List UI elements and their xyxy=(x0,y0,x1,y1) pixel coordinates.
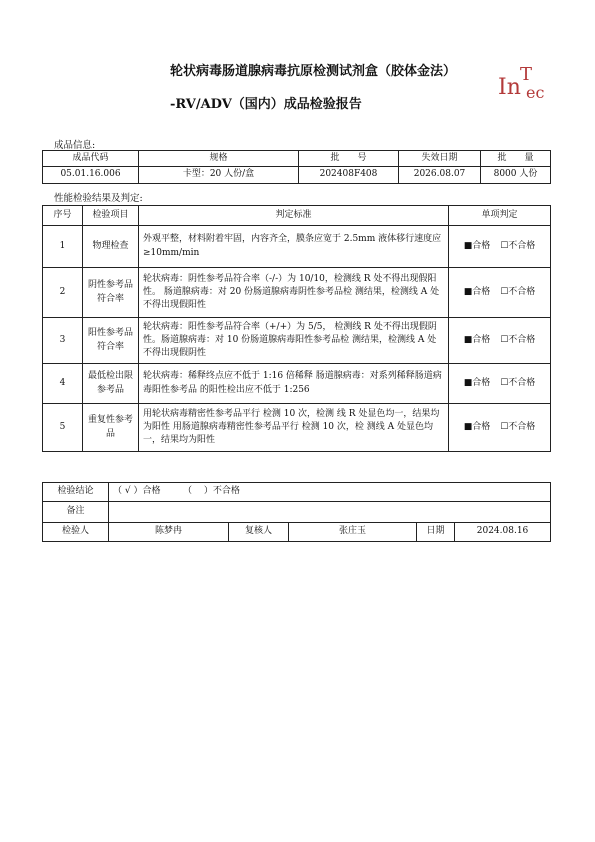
header-seq: 序号 xyxy=(43,206,83,226)
reviewer-name: 张庄玉 xyxy=(289,523,417,542)
performance-table xyxy=(42,205,551,452)
svg-text:T: T xyxy=(520,64,533,85)
pass-label: 合格 xyxy=(472,421,491,432)
product-info-label: 成品信息: xyxy=(54,140,96,151)
row-no: 3 xyxy=(43,318,83,364)
row-judgement xyxy=(449,318,551,364)
performance-label: 性能检验结果及判定: xyxy=(54,193,143,204)
checked-box-icon: ■ xyxy=(463,334,473,345)
table-row xyxy=(43,364,551,404)
reviewer-label: 复核人 xyxy=(229,523,289,542)
row-item: 阳性参考品符合率 xyxy=(83,318,139,364)
inspector-name: 陈梦冉 xyxy=(109,523,229,542)
pass-label: 合格 xyxy=(472,334,491,345)
pass-label: 合格 xyxy=(472,377,491,388)
unchecked-box-icon: ☐ xyxy=(500,334,509,345)
header-product-code: 成品代码 xyxy=(43,151,139,167)
header-quantity: 批 量 xyxy=(481,151,551,167)
fail-label: 不合格 xyxy=(508,377,536,388)
date-label: 日期 xyxy=(417,523,455,542)
remark-value xyxy=(109,502,551,523)
value-batch-no: 202408F408 xyxy=(299,167,399,184)
checked-box-icon: ■ xyxy=(463,240,473,251)
header-spec: 规格 xyxy=(139,151,299,167)
row-no: 5 xyxy=(43,404,83,452)
checked-box-icon: ■ xyxy=(463,286,473,297)
checked-box-icon: ■ xyxy=(463,377,473,388)
checked-box-icon: ■ xyxy=(463,421,473,432)
conclusion-value: （ √ ）合格 （ ）不合格 xyxy=(109,483,551,502)
unchecked-box-icon: ☐ xyxy=(500,286,509,297)
row-item: 最低检出限参考品 xyxy=(83,364,139,404)
header-batch-no: 批 号 xyxy=(299,151,399,167)
row-judgement xyxy=(449,226,551,268)
intec-logo xyxy=(496,60,552,104)
date-value: 2024.08.16 xyxy=(455,523,551,542)
row-judgement xyxy=(449,404,551,452)
unchecked-box-icon: ☐ xyxy=(500,377,509,388)
fail-label: 不合格 xyxy=(508,286,536,297)
header-item: 检验项目 xyxy=(83,206,139,226)
svg-text:In: In xyxy=(498,75,521,100)
header-judgement: 单项判定 xyxy=(449,206,551,226)
unchecked-box-icon: ☐ xyxy=(500,421,509,432)
row-judgement xyxy=(449,364,551,404)
product-info-table xyxy=(42,150,551,184)
pass-label: 合格 xyxy=(472,240,491,251)
table-row xyxy=(43,268,551,318)
pass-label: 合格 xyxy=(472,286,491,297)
report-title-line2: -RV/ADV（国内）成品检验报告 xyxy=(170,97,362,112)
row-judgement xyxy=(449,268,551,318)
value-quantity: 8000 人份 xyxy=(481,167,551,184)
row-criteria: 外观平整，材料附着牢固，内容齐全，膜条应宽于 2.5mm 液体移行速度应≥10mm/min xyxy=(139,226,449,268)
unchecked-box-icon: ☐ xyxy=(500,240,509,251)
remark-label: 备注 xyxy=(43,502,109,523)
row-criteria: 轮状病毒：阳性参考品符合率（+/+）为 5/5， 检测线 R 处不得出现假阴性。肠道腺病毒：对 10 份肠道腺病毒阳性参考品检 测结果，检测线 A 处不得出现假阴性 xyxy=(139,318,449,364)
row-no: 4 xyxy=(43,364,83,404)
conclusion-label: 检验结论 xyxy=(43,483,109,502)
row-item: 阴性参考品符合率 xyxy=(83,268,139,318)
row-no: 2 xyxy=(43,268,83,318)
report-title-line1: 轮状病毒肠道腺病毒抗原检测试剂盒（胶体金法） xyxy=(170,64,457,79)
table-row xyxy=(43,404,551,452)
header-criteria: 判定标准 xyxy=(139,206,449,226)
header-expiry: 失效日期 xyxy=(399,151,481,167)
fail-label: 不合格 xyxy=(508,334,536,345)
svg-text:ec: ec xyxy=(526,83,545,102)
value-expiry: 2026.08.07 xyxy=(399,167,481,184)
table-row xyxy=(43,318,551,364)
inspector-label: 检验人 xyxy=(43,523,109,542)
row-criteria: 用轮状病毒精密性参考品平行 检测 10 次，检测 线 R 处显色均一，结果均为阳性 用肠道腺病毒精密性参考品平行 检测 10 次，检 测线 A 处显色均一，结果均为阳性 xyxy=(139,404,449,452)
conclusion-table xyxy=(42,482,551,542)
fail-label: 不合格 xyxy=(508,240,536,251)
row-criteria: 轮状病毒：阴性参考品符合率（-/-）为 10/10，检测线 R 处不得出现假阳性。 肠道腺病毒：对 20 份肠道腺病毒阴性参考品检 测结果，检测线 A 处不得出现假阳性 xyxy=(139,268,449,318)
row-item: 重复性参考品 xyxy=(83,404,139,452)
row-item: 物理检查 xyxy=(83,226,139,268)
fail-label: 不合格 xyxy=(508,421,536,432)
row-no: 1 xyxy=(43,226,83,268)
value-product-code: 05.01.16.006 xyxy=(43,167,139,184)
value-spec: 卡型：20 人份/盒 xyxy=(139,167,299,184)
row-criteria: 轮状病毒：稀释终点应不低于 1:16 倍稀释 肠道腺病毒：对系列稀释肠道病毒阳性参考品 的阳性检出应不低于 1:256 xyxy=(139,364,449,404)
table-row xyxy=(43,226,551,268)
